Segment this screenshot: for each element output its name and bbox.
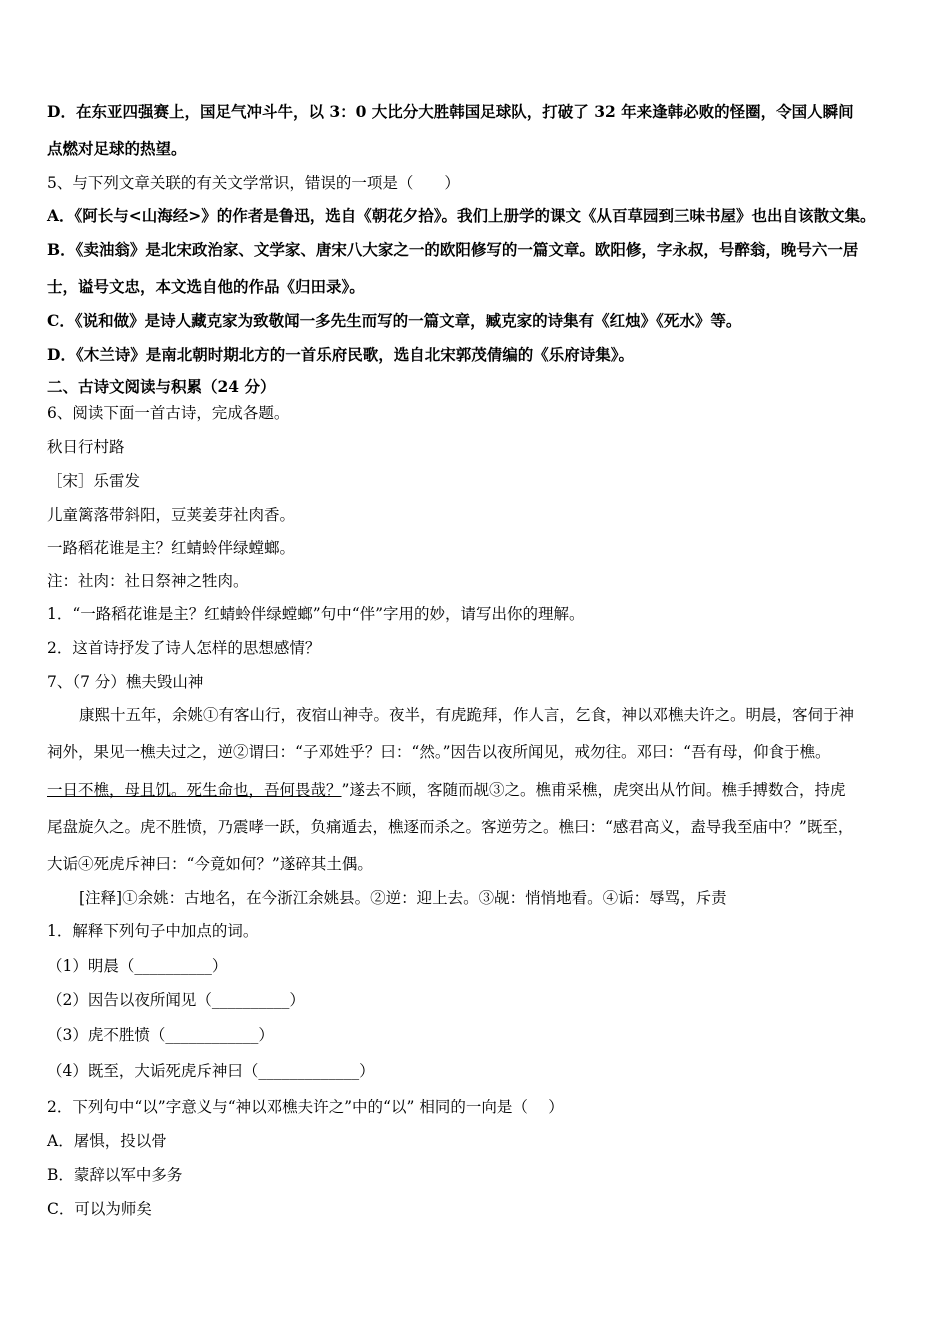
q6-sub-question-2: 2．这首诗抒发了诗人怎样的思想感情？ xyxy=(47,639,321,657)
passage-line: 大诟④死虎斥神曰：“今竟如何？”遂碎其土偶。 xyxy=(47,855,373,873)
q7-sub-question-2: 2．下列句中“以”字意义与“神以邓樵夫许之”中的“以” 相同的一向是（ ） xyxy=(47,1098,564,1116)
underlined-sentence: 一日不樵，母且饥。死生命也，吾何畏哉？ xyxy=(47,781,342,799)
q5-stem: 5、与下列文章关联的有关文学常识，错误的一项是（ ） xyxy=(47,174,460,192)
q5-option-d: D．《木兰诗》是南北朝时期北方的一首乐府民歌，选自北宋郭茂倩编的《乐府诗集》。 xyxy=(47,345,634,364)
passage-line xyxy=(47,779,845,801)
q5-option-a: A．《阿长与<山海经>》的作者是鲁迅，选自《朝花夕拾》。我们上册学的课文《从百草园到三味书屋》也出自该散文集。 xyxy=(47,206,876,225)
fill-blank-item: （2）因告以夜所闻见（__________） xyxy=(47,991,305,1009)
poem-line: 儿童篱落带斜阳，豆荚姜芽社肉香。 xyxy=(47,506,296,524)
fill-blank-item: （3）虎不胜愤（____________） xyxy=(47,1026,274,1044)
q5-option-b-line2: 士，谥号文忠，本文选自他的作品《归田录》。 xyxy=(47,277,365,296)
q5-option-c: C．《说和做》是诗人藏克家为致敬闻一多先生而写的一篇文章，臧克家的诗集有《红烛》《死水》等。 xyxy=(47,311,742,330)
poem-note: 注：社肉：社日祭神之牲肉。 xyxy=(47,572,249,590)
q6-stem: 6、阅读下面一首古诗，完成各题。 xyxy=(47,404,290,422)
q5-option-b-line1: B．《卖油翁》是北宋政治家、文学家、唐宋八大家之一的欧阳修写的一篇文章。欧阳修，字永叔，号醉翁，晚号六一居 xyxy=(47,240,859,259)
passage-line: 尾盘旋久之。虎不胜愤，乃震哮一跃，负痛遁去，樵逐而杀之。客逆劳之。樵曰：“感君高义，盍导我至庙中？”既至， xyxy=(47,818,854,836)
q7-sub-question-1: 1．解释下列句子中加点的词。 xyxy=(47,922,259,940)
choice-option-a: A．屠惧，投以骨 xyxy=(47,1132,167,1150)
passage-text: ”遂去不顾，客随而觇③之。樵甫采樵，虎突出从竹间。樵手搏数合，持虎 xyxy=(341,781,846,799)
poem-author: ［宋］乐雷发 xyxy=(47,472,141,490)
poem-line: 一路稻花谁是主？红蜻蛉伴绿螳螂。 xyxy=(47,539,296,557)
fill-blank-item: （1）明晨（__________） xyxy=(47,957,228,975)
section-heading: 二、古诗文阅读与积累（24 分） xyxy=(47,377,276,396)
passage-line: 康熙十五年，余姚①有客山行，夜宿山神寺。夜半，有虎跪拜，作人言，乞食，神以邓樵夫许之。明晨，客伺于神 xyxy=(79,706,855,724)
passage-notes: [注释]①余姚：古地名，在今浙江余姚县。②逆：迎上去。③觇：悄悄地看。④诟：辱骂，斥责 xyxy=(79,889,727,907)
q6-sub-question-1: 1．“一路稻花谁是主？红蜻蛉伴绿螳螂”句中“伴”字用的妙，请写出你的理解。 xyxy=(47,605,585,623)
q7-stem: 7、（7 分）樵夫毁山神 xyxy=(47,673,204,691)
q4-option-d-line2: 点燃对足球的热望。 xyxy=(47,139,187,158)
poem-title: 秋日行村路 xyxy=(47,438,125,456)
q4-option-d-line1: D．在东亚四强赛上，国足气冲斗牛，以 3：0 大比分大胜韩国足球队，打破了 32 年来逢韩必败的怪圈，令国人瞬间 xyxy=(47,102,854,121)
choice-option-b: B．蒙辞以军中多务 xyxy=(47,1166,183,1184)
fill-blank-item: （4）既至，大诟死虎斥神曰（_____________） xyxy=(47,1062,375,1080)
choice-option-c: C．可以为师矣 xyxy=(47,1200,152,1218)
passage-line: 祠外，果见一樵夫过之，逆②谓曰：“子邓姓乎？曰：“然。”因告以夜所闻见，戒勿往。邓曰：“吾有母，仰食于樵。 xyxy=(47,743,831,761)
